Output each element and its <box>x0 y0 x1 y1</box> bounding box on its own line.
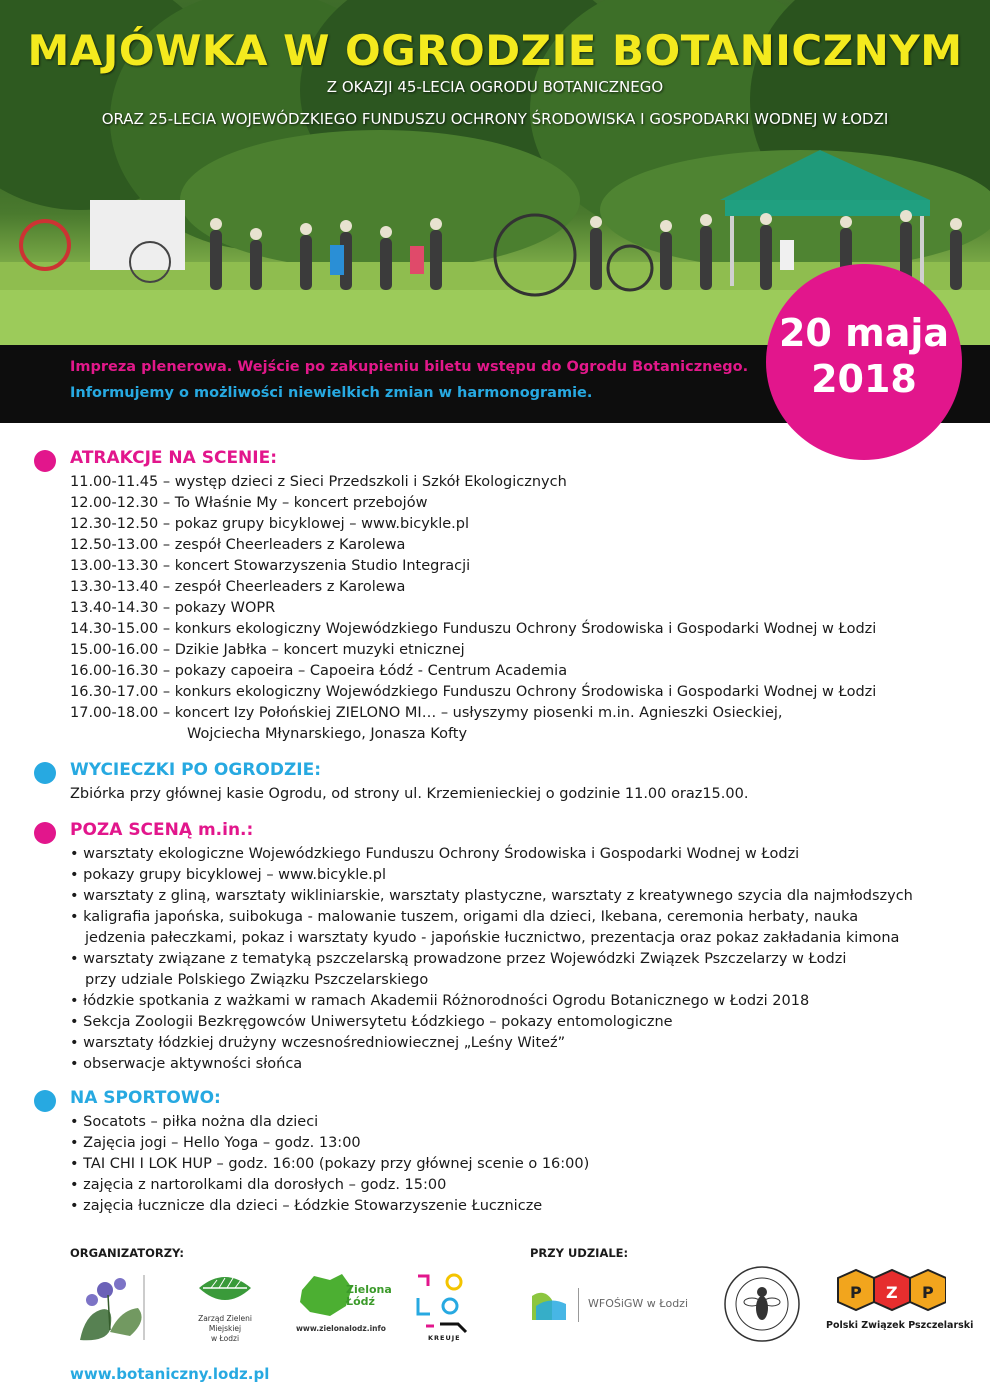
botanical-garden-logo <box>70 1270 160 1345</box>
honeycomb-icon <box>826 1268 946 1316</box>
pzp-logo-text: Polski Związek Pszczelarski <box>826 1320 974 1331</box>
list-item: • warsztaty łódzkiej drużyny wczesnośredniowiecznej „Leśny Witeź” <box>70 1035 566 1051</box>
list-item: 16.00-16.30 – pokazy capoeira – Capoeira Łódź - Centrum Academia <box>70 663 568 679</box>
zielona-lodz-word-1: Zielona <box>346 1283 392 1296</box>
sport-heading: NA SPORTOWO: <box>70 1088 221 1108</box>
tours-text-block <box>70 784 748 805</box>
pink-bullet-icon <box>34 450 56 472</box>
stage-schedule-list <box>70 472 876 745</box>
page-title: MAJÓWKA W OGRODZIE BOTANICZNYM <box>27 26 963 75</box>
info-entry-note: Impreza plenerowa. Wejście po zakupieniu biletu wstępu do Ogrodu Botanicznego. <box>70 359 749 375</box>
wfosigw-mark-icon <box>530 1286 570 1322</box>
list-item: • Sekcja Zoologii Bezkręgowców Uniwersytetu Łódzkiego – pokazy entomologiczne <box>70 1014 673 1030</box>
offstage-list <box>70 844 913 1075</box>
bee-seal-icon <box>722 1264 802 1344</box>
list-item: 17.00-18.00 – koncert Izy Połońskiej ZIELONO MI… – usłyszymy piosenki m.in. Agnieszki Osieckiej, <box>70 705 783 721</box>
lodz-symbol-icon <box>414 1270 474 1334</box>
sport-list <box>70 1112 589 1217</box>
list-item: 15.00-16.00 – Dzikie Jabłka – koncert muzyki etnicznej <box>70 642 465 658</box>
svg-text:P: P <box>850 1283 862 1302</box>
zielona-lodz-url: www.zielonalodz.info <box>296 1324 386 1333</box>
list-item: 12.30-12.50 – pokaz grupy bicyklowej – www.bicykle.pl <box>70 516 469 532</box>
list-item: 16.30-17.00 – konkurs ekologiczny Wojewódzkiego Funduszu Ochrony Środowiska i Gospodarki Wodnej w Łodzi <box>70 684 877 700</box>
list-item-continuation: jedzenia pałeczkami, pokaz i warsztaty kyudo - japońskie łucznictwo, prezentacja oraz pokaz zakładania kimona <box>85 930 900 946</box>
date-day-month: 20 maja <box>778 311 950 355</box>
list-item: • zajęcia łucznicze dla dzieci – Łódzkie Stowarzyszenie Łucznicze <box>70 1198 543 1214</box>
list-item: 11.00-11.45 – występ dzieci z Sieci Przedszkoli i Szkół Ekologicznych <box>70 474 567 490</box>
list-item: 14.30-15.00 – konkurs ekologiczny Wojewódzkiego Funduszu Ochrony Środowiska i Gospodarki Wodnej w Łodzi <box>70 621 877 637</box>
list-item: • kaligrafia japońska, suibokuga - malowanie tuszem, origami dla dzieci, Ikebana, ceremonia herbaty, nauka <box>70 909 859 925</box>
list-item: 13.30-13.40 – zespół Cheerleaders z Karolewa <box>70 579 406 595</box>
tours-text: Zbiórka przy głównej kasie Ogrodu, od strony ul. Krzemienieckiej o godzinie 11.00 oraz15.00. <box>70 786 749 802</box>
list-item: 13.00-13.30 – koncert Stowarzyszenia Studio Integracji <box>70 558 471 574</box>
list-item: 12.00-12.30 – To Właśnie My – koncert przebojów <box>70 495 428 511</box>
list-item: • zajęcia z nartorolkami dla dorosłych – godz. 15:00 <box>70 1177 447 1193</box>
website-url[interactable]: www.botaniczny.lodz.pl <box>70 1365 270 1383</box>
list-item-continuation: Wojciecha Młynarskiego, Jonasza Kofty <box>187 726 468 742</box>
list-item: • warsztaty ekologiczne Wojewódzkiego Funduszu Ochrony Środowiska i Gospodarki Wodnej w Łodzi <box>70 846 800 862</box>
list-item: • Zajęcia jogi – Hello Yoga – godz. 13:00 <box>70 1135 361 1151</box>
list-item: • pokazy grupy bicyklowej – www.bicykle.pl <box>70 867 387 883</box>
list-item: • Socatots – piłka nożna dla dzieci <box>70 1114 319 1130</box>
blue-bullet-icon <box>34 762 56 784</box>
lodz-kreuje-text: KREUJE <box>428 1334 461 1342</box>
pzp-logo <box>826 1268 974 1348</box>
partners-label: PRZY UDZIALE: <box>530 1246 629 1260</box>
offstage-heading: POZA SCENĄ m.in.: <box>70 820 254 840</box>
wfosigw-text: WFOŚiGW w Łodzi <box>588 1297 689 1310</box>
zzm-logo <box>182 1270 268 1345</box>
flower-icon <box>70 1270 160 1345</box>
leaf-icon <box>195 1270 255 1310</box>
wfosigw-logo <box>530 1286 710 1326</box>
zielona-lodz-word-2: Łódź <box>346 1295 375 1308</box>
organizers-label: ORGANIZATORZY: <box>70 1246 184 1260</box>
date-year: 2018 <box>811 357 917 401</box>
zzm-logo-text-1: Zarząd Zieleni Miejskiej <box>198 1314 252 1333</box>
svg-text:Z: Z <box>886 1283 898 1302</box>
lodz-kreuje-logo <box>414 1270 474 1345</box>
list-item: 13.40-14.30 – pokazy WOPR <box>70 600 276 616</box>
tours-heading: WYCIECZKI PO OGRODZIE: <box>70 760 322 780</box>
list-item-continuation: przy udziale Polskiego Związku Pszczelarskiego <box>85 972 429 988</box>
list-item: • warsztaty związane z tematyką pszczelarską prowadzone przez Wojewódzki Związek Pszczelarzy w Łodzi <box>70 951 847 967</box>
list-item: 12.50-13.00 – zespół Cheerleaders z Karolewa <box>70 537 406 553</box>
svg-text:P: P <box>922 1283 934 1302</box>
list-item: • warsztaty z gliną, warsztaty wikliniarskie, warsztaty plastyczne, warsztaty z kreatywnego szycia dla najmłodszych <box>70 888 913 904</box>
list-item: • TAI CHI I LOK HUP – godz. 16:00 (pokazy przy głównej scenie o 16:00) <box>70 1156 590 1172</box>
pink-bullet-icon <box>34 822 56 844</box>
list-item: • obserwacje aktywności słońca <box>70 1056 303 1072</box>
list-item: • łódzkie spotkania z ważkami w ramach Akademii Różnorodności Ogrodu Botanicznego w Łodzi 2018 <box>70 993 810 1009</box>
blue-bullet-icon <box>34 1090 56 1112</box>
subtitle-anniversary-garden: Z OKAZJI 45-LECIA OGRODU BOTANICZNEGO <box>326 78 664 96</box>
subtitle-anniversary-fund: ORAZ 25-LECIA WOJEWÓDZKIEGO FUNDUSZU OCHRONY ŚRODOWISKA I GOSPODARKI WODNEJ W ŁODZI <box>101 110 889 128</box>
zielona-lodz-logo <box>296 1270 392 1345</box>
zzm-logo-text-2: w Łodzi <box>210 1334 240 1343</box>
date-badge <box>766 264 962 460</box>
info-schedule-note: Informujemy o możliwości niewielkich zmian w harmonogramie. <box>70 385 593 401</box>
stage-heading: ATRAKCJE NA SCENIE: <box>70 448 278 468</box>
beekeepers-association-seal <box>722 1264 802 1344</box>
